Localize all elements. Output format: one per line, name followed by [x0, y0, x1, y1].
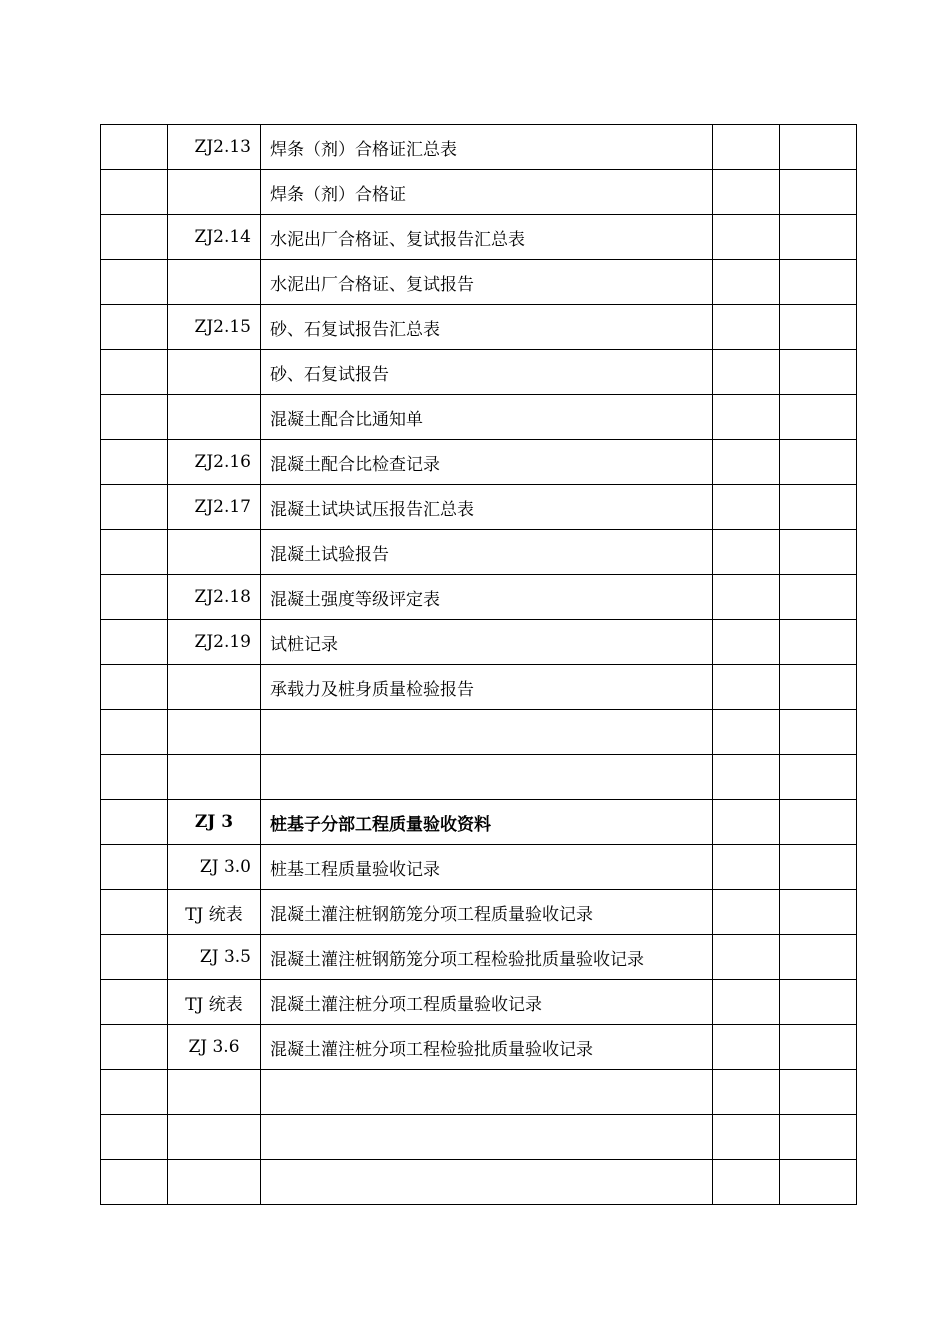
index-cell [101, 665, 168, 710]
document-name-cell: 砂、石复试报告 [261, 350, 713, 395]
index-cell [101, 1025, 168, 1070]
code-cell [168, 530, 261, 575]
table-row [101, 755, 857, 800]
document-name-cell [261, 1115, 713, 1160]
code-cell [168, 1115, 261, 1160]
index-cell [101, 305, 168, 350]
blank-cell [780, 395, 857, 440]
table-row [101, 620, 857, 665]
table-row [101, 260, 857, 305]
code-cell [168, 710, 261, 755]
document-name-cell: 混凝土强度等级评定表 [261, 575, 713, 620]
blank-cell [780, 575, 857, 620]
index-cell [101, 1160, 168, 1205]
code-cell [168, 170, 261, 215]
index-cell [101, 1115, 168, 1160]
code-cell: ZJ2.13 [168, 125, 261, 170]
code-cell [168, 350, 261, 395]
document-name-cell: 水泥出厂合格证、复试报告汇总表 [261, 215, 713, 260]
blank-cell [780, 845, 857, 890]
document-name-cell: 焊条（剂）合格证 [261, 170, 713, 215]
blank-cell [780, 1025, 857, 1070]
blank-cell [780, 800, 857, 845]
document-name-cell: 混凝土试块试压报告汇总表 [261, 485, 713, 530]
blank-cell [713, 575, 780, 620]
table-row [101, 395, 857, 440]
blank-cell [780, 755, 857, 800]
index-cell [101, 845, 168, 890]
document-name-cell [261, 755, 713, 800]
table-row [101, 1025, 857, 1070]
blank-cell [713, 440, 780, 485]
blank-cell [780, 620, 857, 665]
table-row [101, 980, 857, 1025]
blank-cell [713, 215, 780, 260]
blank-cell [713, 485, 780, 530]
document-name-cell: 桩基工程质量验收记录 [261, 845, 713, 890]
blank-cell [713, 1160, 780, 1205]
blank-cell [713, 350, 780, 395]
blank-cell [713, 1115, 780, 1160]
index-cell [101, 620, 168, 665]
code-cell: ZJ2.19 [168, 620, 261, 665]
document-name-cell: 混凝土灌注桩钢筋笼分项工程检验批质量验收记录 [261, 935, 713, 980]
blank-cell [780, 350, 857, 395]
document-name-cell: 承载力及桩身质量检验报告 [261, 665, 713, 710]
blank-cell [780, 260, 857, 305]
blank-cell [713, 890, 780, 935]
document-name-cell: 混凝土配合比通知单 [261, 395, 713, 440]
document-name-cell: 焊条（剂）合格证汇总表 [261, 125, 713, 170]
blank-cell [713, 260, 780, 305]
blank-cell [780, 935, 857, 980]
blank-cell [780, 890, 857, 935]
blank-cell [780, 215, 857, 260]
blank-cell [713, 1070, 780, 1115]
table-row [101, 890, 857, 935]
code-cell [168, 1160, 261, 1205]
blank-cell [713, 935, 780, 980]
code-cell: ZJ 3.5 [168, 935, 261, 980]
blank-cell [713, 755, 780, 800]
index-cell [101, 485, 168, 530]
index-cell [101, 755, 168, 800]
index-cell [101, 260, 168, 305]
document-name-cell: 混凝土试验报告 [261, 530, 713, 575]
blank-cell [713, 620, 780, 665]
code-cell: TJ 统表 [168, 890, 261, 935]
table-row [101, 440, 857, 485]
index-cell [101, 710, 168, 755]
table-body [101, 125, 857, 1205]
blank-cell [780, 1070, 857, 1115]
blank-cell [713, 980, 780, 1025]
blank-cell [713, 800, 780, 845]
table-row [101, 305, 857, 350]
blank-cell [713, 125, 780, 170]
code-cell [168, 665, 261, 710]
blank-cell [780, 170, 857, 215]
table-row [101, 215, 857, 260]
document-name-cell: 试桩记录 [261, 620, 713, 665]
table-row [101, 710, 857, 755]
blank-cell [713, 305, 780, 350]
blank-cell [780, 485, 857, 530]
blank-cell [713, 395, 780, 440]
code-cell: ZJ2.15 [168, 305, 261, 350]
code-cell: TJ 统表 [168, 980, 261, 1025]
document-name-cell [261, 1160, 713, 1205]
document-name-cell [261, 1070, 713, 1115]
code-cell: ZJ2.18 [168, 575, 261, 620]
table-row [101, 935, 857, 980]
table-row [101, 1160, 857, 1205]
table-row [101, 1115, 857, 1160]
index-cell [101, 395, 168, 440]
blank-cell [780, 1160, 857, 1205]
blank-cell [780, 125, 857, 170]
blank-cell [780, 530, 857, 575]
index-cell [101, 575, 168, 620]
code-cell: ZJ 3.6 [168, 1025, 261, 1070]
index-cell [101, 170, 168, 215]
code-cell: ZJ 3.0 [168, 845, 261, 890]
table-row [101, 1070, 857, 1115]
index-cell [101, 800, 168, 845]
document-name-cell: 水泥出厂合格证、复试报告 [261, 260, 713, 305]
blank-cell [713, 530, 780, 575]
index-cell [101, 980, 168, 1025]
blank-cell [713, 845, 780, 890]
code-cell [168, 755, 261, 800]
index-cell [101, 890, 168, 935]
code-cell: ZJ2.14 [168, 215, 261, 260]
document-name-cell: 混凝土配合比检查记录 [261, 440, 713, 485]
index-cell [101, 215, 168, 260]
blank-cell [713, 665, 780, 710]
document-name-cell: 混凝土灌注桩分项工程检验批质量验收记录 [261, 1025, 713, 1070]
blank-cell [780, 980, 857, 1025]
index-cell [101, 350, 168, 395]
table-row [101, 350, 857, 395]
blank-cell [780, 1115, 857, 1160]
table-row [101, 485, 857, 530]
document-name-cell [261, 710, 713, 755]
code-cell [168, 260, 261, 305]
document-name-cell: 混凝土灌注桩分项工程质量验收记录 [261, 980, 713, 1025]
table-row [101, 800, 857, 845]
blank-cell [780, 440, 857, 485]
index-cell [101, 530, 168, 575]
code-cell [168, 395, 261, 440]
blank-cell [780, 305, 857, 350]
code-cell [168, 1070, 261, 1115]
table-row [101, 845, 857, 890]
table-row [101, 665, 857, 710]
table-row [101, 170, 857, 215]
document-name-cell: 混凝土灌注桩钢筋笼分项工程质量验收记录 [261, 890, 713, 935]
index-cell [101, 935, 168, 980]
code-cell: ZJ2.16 [168, 440, 261, 485]
blank-cell [780, 710, 857, 755]
index-cell [101, 1070, 168, 1115]
table-row [101, 530, 857, 575]
blank-cell [713, 1025, 780, 1070]
code-cell: ZJ2.17 [168, 485, 261, 530]
table-row [101, 125, 857, 170]
index-cell [101, 440, 168, 485]
index-cell [101, 125, 168, 170]
blank-cell [713, 710, 780, 755]
table-row [101, 575, 857, 620]
document-name-cell: 砂、石复试报告汇总表 [261, 305, 713, 350]
document-table [100, 124, 857, 1205]
code-cell: ZJ 3 [168, 800, 261, 845]
document-name-cell: 桩基子分部工程质量验收资料 [261, 800, 713, 845]
blank-cell [780, 665, 857, 710]
blank-cell [713, 170, 780, 215]
